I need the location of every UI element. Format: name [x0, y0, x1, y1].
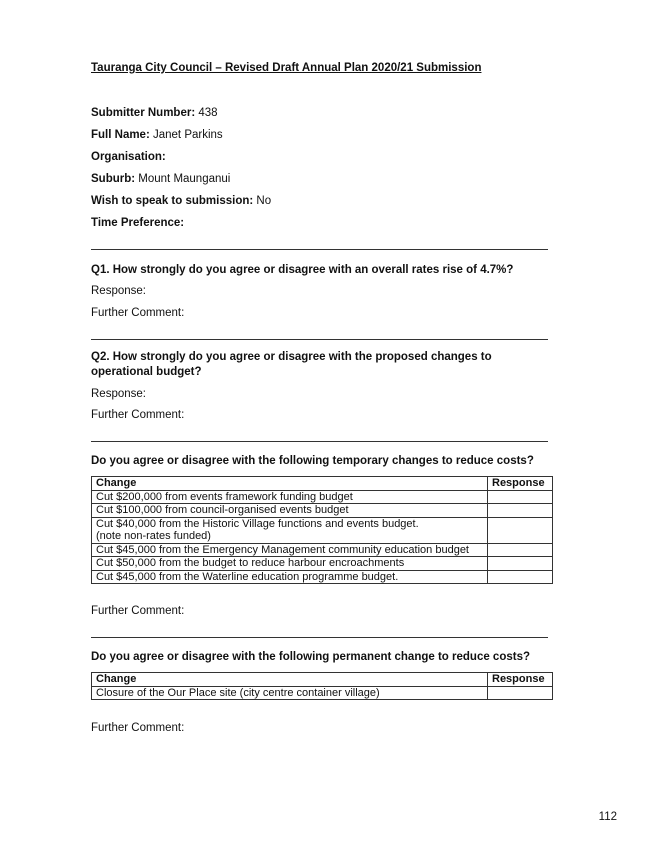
divider [91, 249, 548, 250]
response-cell[interactable] [488, 543, 553, 557]
time-preference-label: Time Preference: [91, 217, 185, 229]
column-header-change: Change [92, 673, 488, 687]
change-cell [92, 517, 488, 543]
wish-to-speak-label: Wish to speak to submission: [91, 195, 254, 207]
table-row [92, 517, 553, 543]
submitter-number-field [91, 107, 218, 119]
table-header-row [92, 477, 553, 491]
column-header-response: Response [488, 477, 553, 491]
temporary-question: Do you agree or disagree with the following temporary changes to reduce costs? [91, 455, 534, 467]
divider [91, 637, 548, 638]
document-title: Tauranga City Council – Revised Draft Annual Plan 2020/21 Submission [91, 62, 482, 74]
response-cell[interactable] [488, 570, 553, 584]
change-note: (note non-rates funded) [96, 530, 211, 542]
q1-question: Q1. How strongly do you agree or disagree with an overall rates rise of 4.7%? [91, 264, 514, 276]
change-cell: Cut $100,000 from council-organised events budget [92, 504, 488, 518]
suburb-value: Mount Maunganui [138, 173, 231, 185]
table-row [92, 543, 553, 557]
full-name-field [91, 129, 223, 141]
response-cell[interactable] [488, 504, 553, 518]
suburb-field [91, 173, 230, 185]
response-cell[interactable] [488, 557, 553, 571]
change-cell: Cut $45,000 from the Emergency Management community education budget [92, 543, 488, 557]
wish-to-speak-field [91, 195, 271, 207]
full-name-label: Full Name: [91, 129, 150, 141]
column-header-change: Change [92, 477, 488, 491]
divider [91, 339, 548, 340]
table-row [92, 686, 553, 700]
response-cell[interactable] [488, 490, 553, 504]
change-cell: Closure of the Our Place site (city centre container village) [92, 686, 488, 700]
change-cell: Cut $200,000 from events framework funding budget [92, 490, 488, 504]
q2-response-label: Response: [91, 388, 146, 400]
divider [91, 441, 548, 442]
time-preference-field [91, 217, 184, 229]
table-row [92, 490, 553, 504]
change-cell: Cut $50,000 from the budget to reduce harbour encroachments [92, 557, 488, 571]
q1-response-label: Response: [91, 285, 146, 297]
q2-comment-label: Further Comment: [91, 409, 185, 421]
permanent-comment-label: Further Comment: [91, 722, 185, 734]
submitter-number-label: Submitter Number: [91, 107, 196, 119]
table-row [92, 570, 553, 584]
temporary-changes-table [91, 476, 553, 584]
wish-to-speak-value: No [256, 195, 272, 207]
temporary-comment-label: Further Comment: [91, 605, 185, 617]
full-name-value: Janet Parkins [153, 129, 223, 141]
q1-comment-label: Further Comment: [91, 307, 185, 319]
permanent-changes-table [91, 672, 553, 700]
table-row [92, 504, 553, 518]
table-row [92, 557, 553, 571]
organisation-field [91, 151, 166, 163]
change-text: Cut $40,000 from the Historic Village functions and events budget. [96, 517, 419, 530]
organisation-label: Organisation: [91, 151, 166, 163]
q2-question: Q2. How strongly do you agree or disagree with the proposed changes to operational budget? [91, 351, 492, 378]
change-cell: Cut $45,000 from the Waterline education programme budget. [92, 570, 488, 584]
table-header-row [92, 673, 553, 687]
suburb-label: Suburb: [91, 173, 136, 185]
response-cell[interactable] [488, 686, 553, 700]
column-header-response: Response [488, 673, 553, 687]
permanent-question: Do you agree or disagree with the following permanent change to reduce costs? [91, 651, 530, 663]
page-number: 112 [598, 811, 617, 823]
response-cell[interactable] [488, 517, 553, 543]
submitter-number-value: 438 [198, 107, 218, 119]
